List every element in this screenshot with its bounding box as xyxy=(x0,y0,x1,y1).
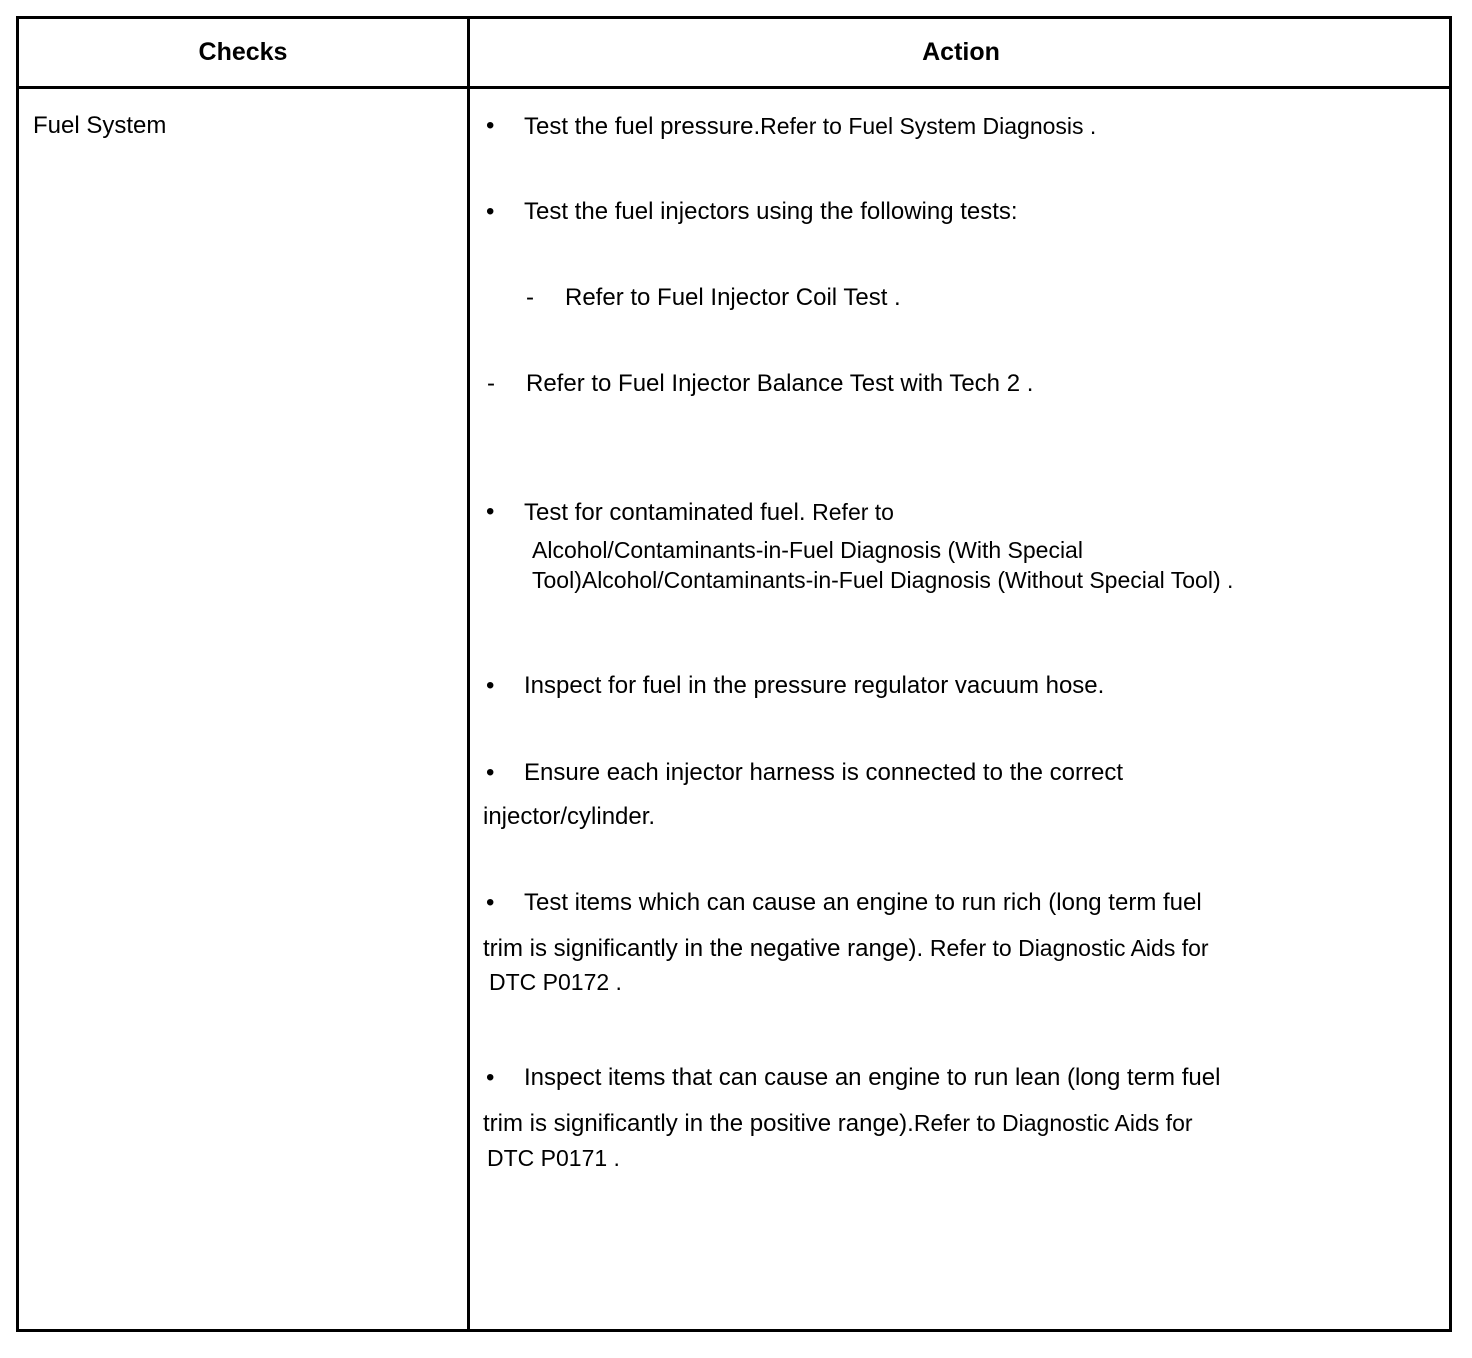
reference-text: Refer to Diagnostic Aids for xyxy=(913,1110,1193,1136)
header-action: Action xyxy=(922,38,1000,66)
action-test-fuel-injectors: Test the fuel injectors using the following tests: xyxy=(524,198,1018,225)
reference-text: Refer to Diagnostic Aids for xyxy=(929,935,1209,961)
dash: - xyxy=(526,284,534,311)
column-divider xyxy=(467,19,470,1329)
action-inspect-run-lean: Inspect items that can cause an engine to run lean (long term fuel xyxy=(524,1064,1221,1091)
action-ensure-harness: Ensure each injector harness is connected to the correct xyxy=(524,759,1123,786)
action-test-run-rich-line2: trim is significantly in the negative range). Refer to Diagnostic Aids for xyxy=(483,935,1209,962)
sub-action-balance-test: Refer to Fuel Injector Balance Test with Tech 2 . xyxy=(526,370,1034,397)
action-inspect-vacuum-hose: Inspect for fuel in the pressure regulator vacuum hose. xyxy=(524,672,1105,699)
bullet: • xyxy=(486,672,495,699)
bullet: • xyxy=(486,198,495,225)
action-inspect-run-lean-line2: trim is significantly in the positive range).Refer to Diagnostic Aids for xyxy=(483,1110,1193,1137)
bullet: • xyxy=(486,889,495,916)
bullet: • xyxy=(486,1064,495,1091)
action-test-run-rich: Test items which can cause an engine to run rich (long term fuel xyxy=(524,889,1202,916)
bullet: • xyxy=(486,498,495,525)
reference-text-line2: Alcohol/Contaminants-in-Fuel Diagnosis (With Special xyxy=(532,537,1083,563)
reference-text-line3: Tool)Alcohol/Contaminants-in-Fuel Diagnosis (Without Special Tool) . xyxy=(532,567,1234,593)
dash: - xyxy=(487,370,495,397)
reference-text: Refer to Fuel System Diagnosis . xyxy=(760,113,1097,139)
bullet: • xyxy=(486,112,495,139)
action-ensure-harness-line2: injector/cylinder. xyxy=(483,803,656,830)
reference-dtc-p0171: DTC P0171 . xyxy=(487,1145,620,1171)
action-contaminated-fuel: Test for contaminated fuel. Refer to xyxy=(524,499,894,526)
header-divider xyxy=(19,86,1449,89)
action-test-fuel-pressure: Test the fuel pressure.Refer to Fuel System Diagnosis . xyxy=(524,113,1097,140)
check-fuel-system: Fuel System xyxy=(33,112,167,139)
reference-text: Refer to xyxy=(812,499,894,525)
bullet: • xyxy=(486,759,495,786)
sub-action-coil-test: Refer to Fuel Injector Coil Test . xyxy=(565,284,901,311)
reference-dtc-p0172: DTC P0172 . xyxy=(489,969,622,995)
header-checks: Checks xyxy=(198,38,288,66)
